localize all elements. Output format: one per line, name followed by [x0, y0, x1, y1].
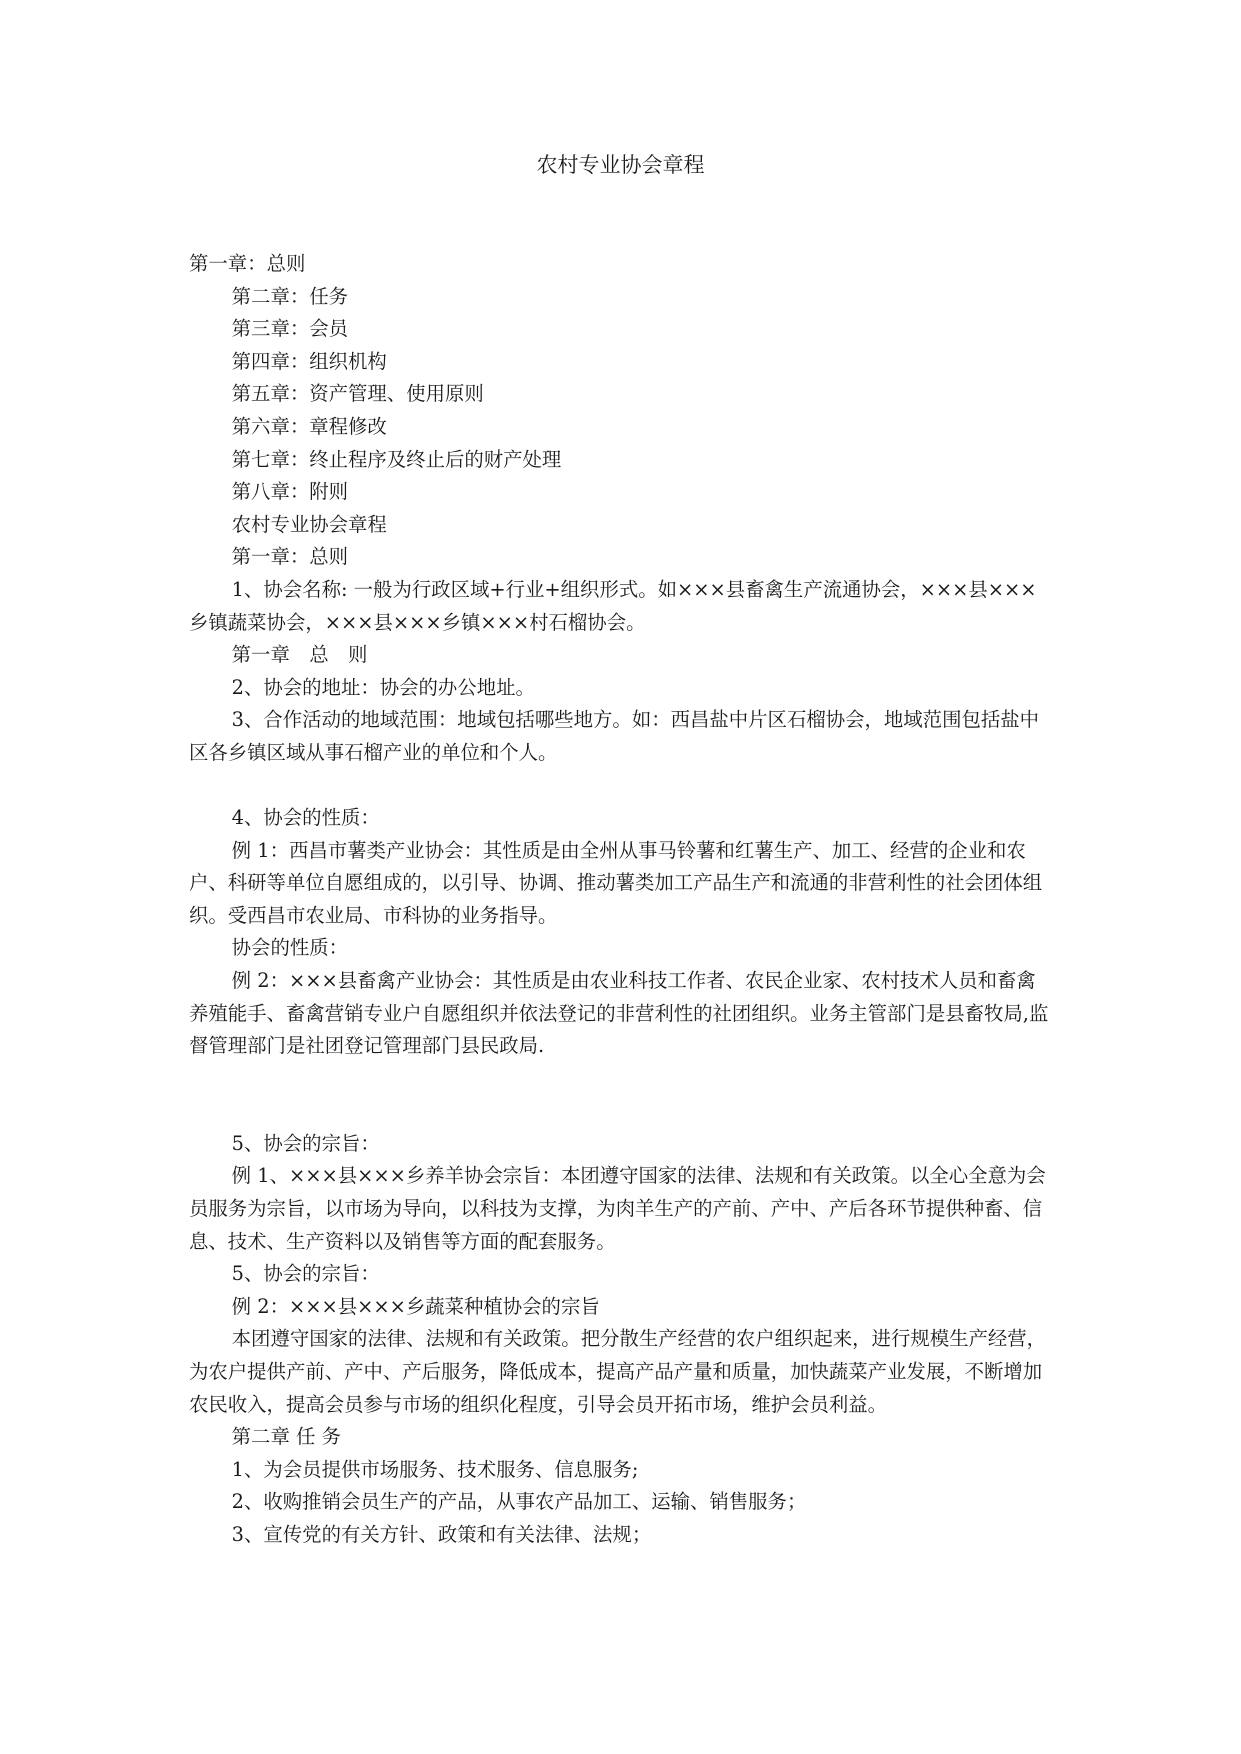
- paragraph: 1、协会名称: 一般为行政区域+行业+组织形式。如×××县畜禽生产流通协会，×××县×××乡镇蔬菜协会，×××县×××乡镇×××村石榴协会。: [189, 577, 1037, 634]
- paragraph: 例 1、×××县×××乡养羊协会宗旨：本团遵守国家的法律、法规和有关政策。以全心全意为会员服务为宗旨，以市场为导向，以科技为支撑，为肉羊生产的产前、产中、产后各环节提供种畜、信息、技术、生产资料以及销售等方面的配套服务。: [189, 1164, 1046, 1253]
- document-title: 农村专业协会章程: [536, 153, 705, 177]
- list-item: 2、收购推销会员生产的产品，从事农产品加工、运输、销售服务；: [231, 1490, 807, 1514]
- paragraph: 协会的性质：: [231, 936, 349, 960]
- toc-chapter-1: 第一章：总则: [189, 252, 306, 275]
- paragraph: 本团遵守国家的法律、法规和有关政策。把分散生产经营的农户组织起来，进行规模生产经营，为农户提供产前、产中、产后服务，降低成本，提高产品产量和质量，加快蔬菜产业发展，不断增加农民收入，提高会员参与市场的组织化程度，引导会员开拓市场，维护会员利益。: [189, 1327, 1047, 1416]
- document-body: [189, 248, 1055, 1552]
- section-title: 农村专业协会章程: [231, 512, 387, 536]
- paragraph: 5、协会的宗旨：: [231, 1262, 380, 1286]
- chapter-heading: 第一章 总 则: [231, 643, 368, 667]
- list-item: 3、宣传党的有关方针、政策和有关法律、法规；: [231, 1522, 652, 1546]
- toc-chapter-8: 第八章：附则: [231, 480, 349, 504]
- paragraph: 例 1：西昌市薯类产业协会：其性质是由全州从事马铃薯和红薯生产、加工、经营的企业和农户、科研等单位自愿组成的，以引导、协调、推动薯类加工产品生产和流通的非营利性的社会团体组织。受西昌市农业局、市科协的业务指导。: [189, 838, 1043, 927]
- toc-chapter-6: 第六章：章程修改: [231, 414, 387, 438]
- chapter-heading: 第一章：总则: [231, 545, 349, 569]
- toc-chapter-3: 第三章：会员: [231, 317, 349, 341]
- paragraph: 例 2：×××县×××乡蔬菜种植协会的宗旨: [231, 1294, 600, 1318]
- chapter-heading: 第二章 任 务: [231, 1425, 341, 1449]
- paragraph: 4、协会的性质：: [231, 806, 380, 830]
- paragraph: 5、协会的宗旨：: [231, 1131, 380, 1155]
- toc-chapter-4: 第四章：组织机构: [231, 349, 387, 373]
- toc-chapter-7: 第七章：终止程序及终止后的财产处理: [231, 447, 562, 471]
- toc-chapter-5: 第五章：资产管理、使用原则: [231, 382, 484, 406]
- spacer: [189, 770, 1055, 803]
- paragraph: 2、协会的地址：协会的办公地址。: [231, 675, 535, 699]
- paragraph: 例 2：×××县畜禽产业协会：其性质是由农业科技工作者、农民企业家、农村技术人员和畜禽养殖能手、畜禽营销专业户自愿组织并依法登记的非营利性的社团组织。业务主管部门是县畜牧局,监督管理部门是社团登记管理部门县民政局.: [189, 969, 1049, 1058]
- paragraph: 3、合作活动的地域范围：地域包括哪些地方。如：西昌盐中片区石榴协会，地域范围包括盐中区各乡镇区域从事石榴产业的单位和个人。: [189, 708, 1040, 764]
- spacer: [189, 1063, 1055, 1128]
- list-item: 1、为会员提供市场服务、技术服务、信息服务;: [231, 1457, 639, 1481]
- toc-chapter-2: 第二章：任务: [231, 284, 349, 308]
